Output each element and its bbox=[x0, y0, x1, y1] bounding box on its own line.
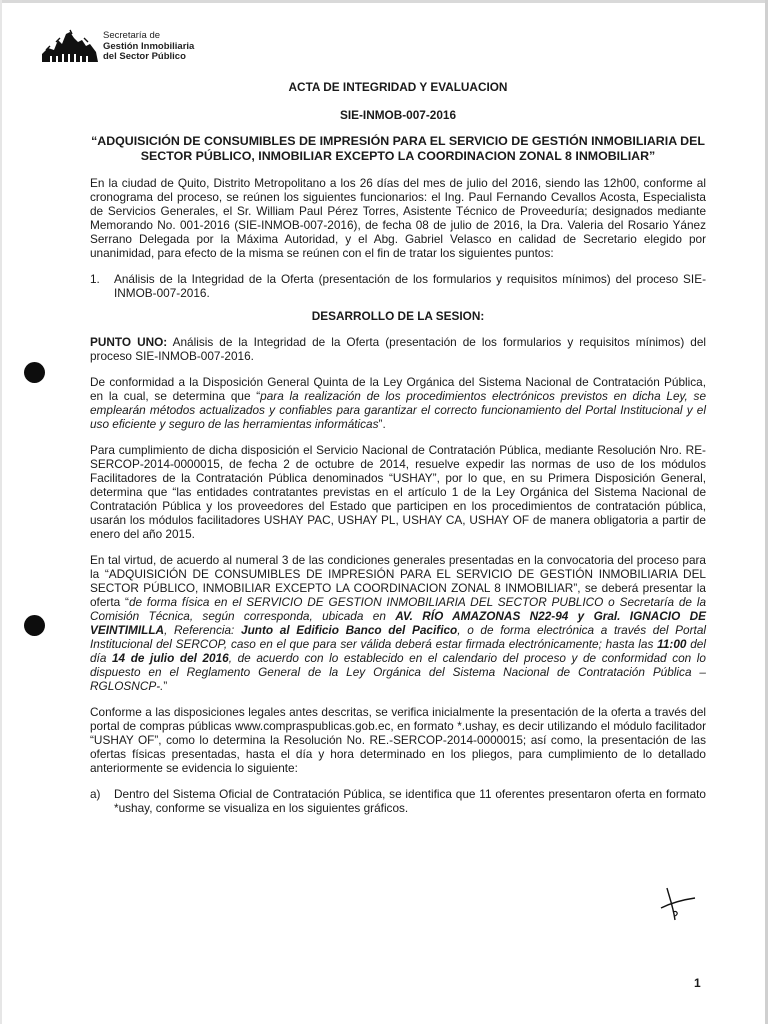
finding-item-text: Dentro del Sistema Oficial de Contratación Pública, se identifica que 11 oferentes presentaron oferta en formato *ushay, conforme se visualiza en los siguientes gráficos. bbox=[114, 787, 706, 815]
agenda-item bbox=[90, 272, 706, 300]
logo-line-1: Secretaría de bbox=[103, 30, 161, 41]
offer-delivery-paragraph bbox=[90, 553, 706, 693]
offer-delivery-day-label: del día bbox=[90, 637, 706, 665]
logo-line-2: Gestión Inmobiliaria bbox=[103, 40, 195, 52]
process-name: “ADQUISICIÓN DE CONSUMIBLES DE IMPRESIÓN PARA EL SERVICIO DE GESTIÓN INMOBILIARIA DEL SECTOR PÚBLICO, INMOBILIAR EXCEPTO LA COORDINACION ZONAL 8 INMOBILIAR” bbox=[91, 134, 705, 163]
punto-uno-text: Análisis de la Integridad de la Oferta (presentación de los formularios y requisitos mínimos) del proceso SIE-INMOB-007-2016. bbox=[90, 335, 706, 363]
process-code: SIE-INMOB-007-2016 bbox=[339, 108, 457, 122]
offer-delivery-ref: Junto al Edificio Banco del Pacifico bbox=[241, 623, 458, 637]
agenda-item-text: Análisis de la Integridad de la Oferta (presentación de los formularios y requisitos mínimos) del proceso SIE-INMOB-007-2016. bbox=[114, 272, 706, 300]
agenda-item-number: 1. bbox=[90, 272, 100, 286]
offer-delivery-end-quote: ” bbox=[163, 679, 168, 693]
offer-delivery-intro: En tal virtud, de acuerdo al numeral 3 de las condiciones generales presentadas en la convocatoria del proceso para la “ADQUISICIÓN DE CONSUMIBLES DE IMPRESIÓN PARA EL SERVICIO DE GESTIÓN INMOBILIARIA DEL SECTOR PÚBLICO, INMOBILIAR EXCEPTO LA COORDINACION ZONAL 8 INMOBILIAR”, se deberá presentar la oferta “ bbox=[90, 553, 706, 609]
initials-signature-icon bbox=[655, 886, 699, 926]
offer-delivery-address: AV. RÍO AMAZONAS N22-94 y Gral. IGNACIO DE VEINTIMILLA bbox=[90, 609, 706, 637]
verification-paragraph: Conforme a las disposiciones legales antes descritas, se verifica inicialmente la presentación de la oferta a través del portal de compras públicas www.compraspublicas.gob.ec, en formato *.ushay, es decir utilizando el módulo facilitador “USHAY OF”, como lo determina la Resolución No. RE.-SERCOP-2014-0000015; así como, la presentación de las ofertas físicas presentadas, hasta el día y hora determinado en los pliegos, para cumplimiento de lo detallado anteriormente se evidencia lo siguiente: bbox=[90, 705, 706, 775]
binder-hole-icon bbox=[24, 615, 45, 636]
legal-basis-quote: para la realización de los procedimientos electrónicos previstos en dicha Ley, se emplearán métodos actualizados y confiables para garantizar el correcto funcionamiento del Portal Institucional y el uso eficiente y seguro de las herramientas informáticas bbox=[90, 389, 707, 431]
document-body bbox=[90, 80, 706, 815]
offer-delivery-date: 14 de julio del 2016 bbox=[111, 651, 229, 665]
offer-delivery-place: de forma física en el SERVICIO DE GESTION INMOBILIARIA DEL SECTOR PUBLICO o Secretaría de la Comisión Técnica, según corresponda, ubicada en bbox=[90, 595, 707, 623]
intro-paragraph: En la ciudad de Quito, Distrito Metropolitano a los 26 días del mes de julio del 2016, siendo las 12h00, conforme al cronograma del proceso, se reúnen los siguientes funcionarios: el Ing. Paul Fernando Cevallos Acosta, Especialista de Servicios Generales, el Sr. William Paul Pérez Torres, Asistente Técnico de Proveeduría; designados mediante Memorando No. 001-2016 (SIE-INMOB-007-2016), de fecha 08 de julio de 2016, la Dra. Valeria del Rosario Yánez Serrano Delegada por la Máxima Autoridad, y el Abg. Gabriel Velasco en calidad de Secretario elegido por unanimidad, para efecto de la misma se reúnen con el fin de tratar los siguientes puntos: bbox=[90, 176, 706, 260]
page-top-edge bbox=[0, 0, 768, 3]
page-number: 1 bbox=[694, 976, 701, 990]
binder-hole-icon bbox=[24, 362, 45, 383]
finding-item bbox=[90, 787, 706, 815]
sercop-resolution-paragraph: Para cumplimiento de dicha disposición el Servicio Nacional de Contratación Pública, mediante Resolución Nro. RE-SERCOP-2014-0000015, de fecha 2 de octubre de 2014, resuelve expedir las normas de uso de los módulos Facilitadores de la Contratación Pública denominados “USHAY”, por lo que, en su Primera Disposición General, determina que “las entidades contratantes previstas en el artículo 1 de la Ley Orgánica del Sistema Nacional de Contratación Pública y los proveedores del Estado que participen en los procedimientos de contratación pública, usarán los módulos facilitadores USHAY PAC, USHAY PL, USHAY CA, USHAY OF de manera obligatoria a partir de enero del año 2015. bbox=[90, 443, 706, 541]
offer-delivery-electronic: , o de forma electrónica a través del Portal Institucional del SERCOP, caso en el que para ser válida deberá estar firmada electrónicamente; hasta las bbox=[90, 623, 706, 651]
offer-delivery-closing: , de acuerdo con lo establecido en el calendario del proceso y de conformidad con lo dispuesto en el Reglamento General de la Ley Orgánica del Sistema Nacional de Contratación Pública –RGLOSNCP-. bbox=[90, 651, 706, 693]
logo-text bbox=[103, 31, 194, 63]
finding-item-label: a) bbox=[90, 787, 101, 801]
logo-line-3: del Sector Público bbox=[103, 51, 186, 62]
page-left-edge bbox=[0, 0, 2, 1024]
legal-basis-intro: De conformidad a la Disposición General Quinta de la Ley Orgánica del Sistema Nacional de Contratación Pública, en la cual, se determina que “ bbox=[90, 375, 706, 403]
offer-delivery-time: 11:00 bbox=[657, 637, 687, 651]
offer-delivery-ref-label: , Referencia: bbox=[164, 623, 242, 637]
institution-logo bbox=[40, 28, 210, 64]
legal-basis-end: ”. bbox=[378, 417, 386, 431]
building-emblem-icon bbox=[40, 28, 100, 64]
punto-uno-label: PUNTO UNO: bbox=[90, 335, 168, 349]
section-heading: DESARROLLO DE LA SESION: bbox=[311, 309, 485, 323]
document-title: ACTA DE INTEGRIDAD Y EVALUACION bbox=[288, 80, 508, 94]
legal-basis-paragraph bbox=[90, 375, 706, 431]
punto-uno-paragraph bbox=[90, 335, 706, 363]
